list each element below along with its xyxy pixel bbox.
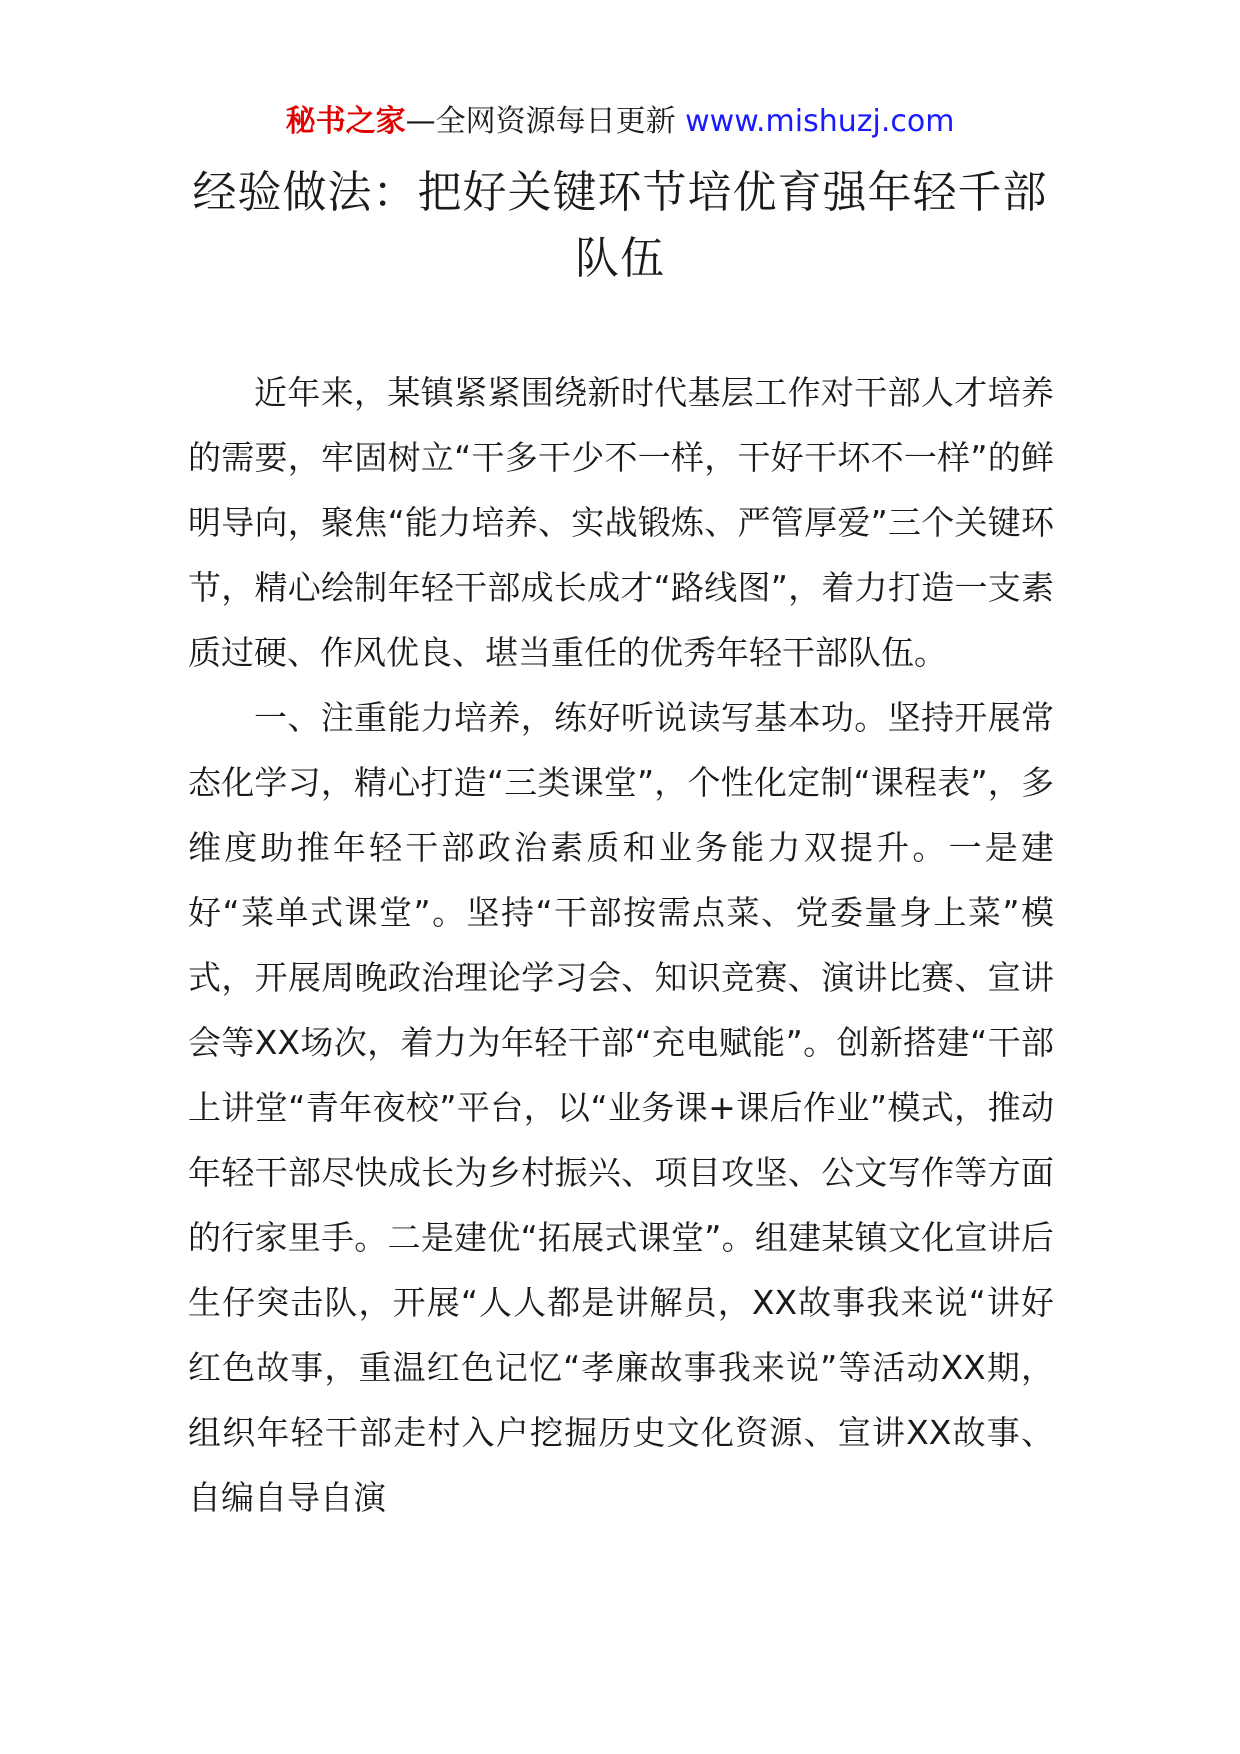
site-slogan: —全网资源每日更新 xyxy=(405,104,676,139)
paragraph-section-1: 一、注重能力培养，练好听说读写基本功。坚持开展常态化学习，精心打造“三类课堂”，个性化定制“课程表”，多维度助推年轻干部政治素质和业务能力双提升。一是建好“菜单式课堂”。坚持“干部按需点菜、党委量身上菜”模式，开展周晚政治理论学习会、知识竞赛、演讲比赛、宣讲会等XX场次，着力为年轻干部“充电赋能”。创新搭建“干部上讲堂“青年夜校”平台，以“业务课+课后作业”模式，推动年轻干部尽快成长为乡村振兴、项目攻坚、公文写作等方面的行家里手。二是建优“拓展式课堂”。组建某镇文化宣讲后生仔突击队，开展“人人都是讲解员，XX故事我来说“讲好红色故事，重温红色记忆“孝廉故事我来说”等活动XX期，组织年轻干部走村入户挖掘历史文化资源、宣讲XX故事、自编自导自演 xyxy=(188,698,1054,1517)
paragraph-intro: 近年来，某镇紧紧围绕新时代基层工作对干部人才培养的需要，牢固树立“干多干少不一样，干好干坏不一样”的鲜明导向，聚焦“能力培养、实战锻炼、严管厚爱”三个关键环节，精心绘制年轻干部成长成才“路线图”，着力打造一支素质过硬、作风优良、堪当重任的优秀年轻干部队伍。 xyxy=(188,373,1054,672)
site-brand: 秘书之家 xyxy=(285,104,406,139)
site-header xyxy=(0,100,1240,144)
document-title: 经验做法：把好关键环节培优育强年轻千部队伍 xyxy=(192,167,1048,284)
document-body xyxy=(188,360,1054,1530)
site-url[interactable]: www.mishuzj.com xyxy=(685,104,955,139)
